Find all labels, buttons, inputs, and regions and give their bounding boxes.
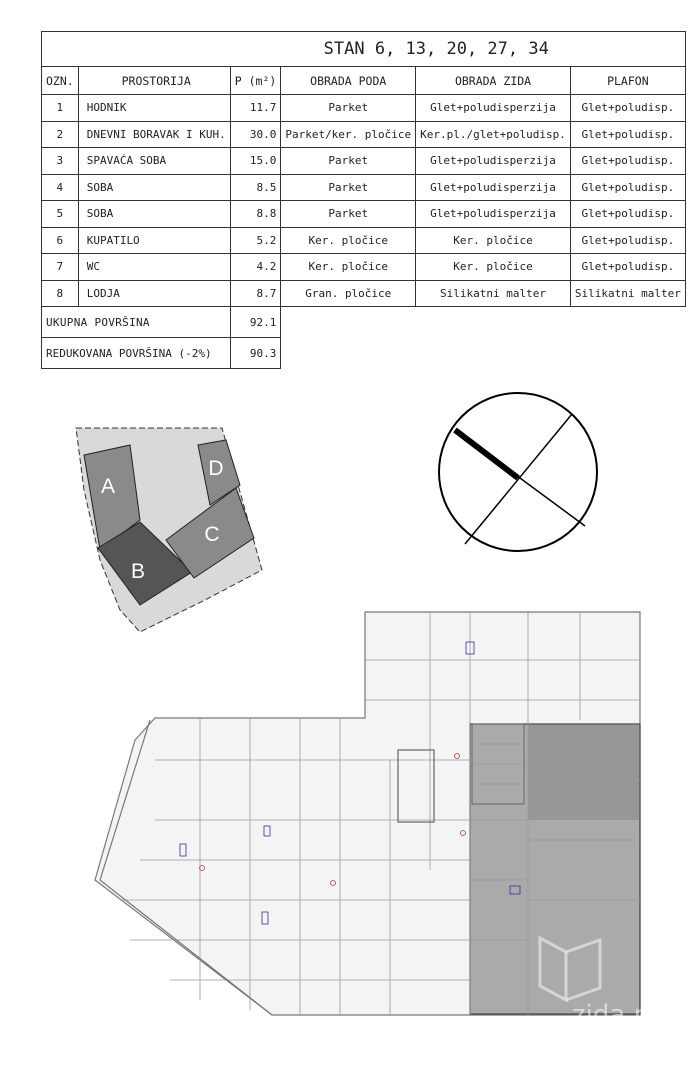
cell-wall: Ker. pločice: [416, 227, 571, 254]
key-label-c: C: [204, 523, 220, 546]
cell-wall: Glet+poludisperzija: [416, 174, 571, 201]
cell-room: SOBA: [78, 174, 230, 201]
floor-plan: [95, 612, 640, 1015]
cell-area: 4.2: [230, 254, 281, 281]
reduced-area-value: 90.3: [230, 338, 281, 369]
north-arrow-icon: [439, 393, 597, 551]
cell-ozn: 4: [42, 174, 79, 201]
cell-ozn: 5: [42, 201, 79, 228]
header-ceiling: PLAFON: [570, 67, 685, 95]
cell-wall: Glet+poludisperzija: [416, 95, 571, 122]
cell-ceiling: Glet+poludisp.: [570, 148, 685, 175]
cell-floor: Parket: [281, 174, 416, 201]
cell-wall: Glet+poludisperzija: [416, 148, 571, 175]
cell-area: 8.7: [230, 280, 281, 307]
cell-wall: Silikatni malter: [416, 280, 571, 307]
cell-floor: Ker. pločice: [281, 227, 416, 254]
cell-ozn: 6: [42, 227, 79, 254]
cell-room: LODJA: [78, 280, 230, 307]
key-label-b: B: [130, 560, 146, 583]
cell-ozn: 3: [42, 148, 79, 175]
key-plan: [76, 428, 262, 632]
cell-area: 8.8: [230, 201, 281, 228]
cell-room: HODNIK: [78, 95, 230, 122]
cell-ceiling: Glet+poludisp.: [570, 174, 685, 201]
cell-ozn: 7: [42, 254, 79, 281]
cell-ceiling: Glet+poludisp.: [570, 95, 685, 122]
total-area-label: UKUPNA POVRŠINA: [42, 307, 231, 338]
apartment-title: STAN 6, 13, 20, 27, 34: [42, 32, 686, 67]
cell-ceiling: Glet+poludisp.: [570, 121, 685, 148]
cell-ceiling: Glet+poludisp.: [570, 254, 685, 281]
total-area-value: 92.1: [230, 307, 281, 338]
cell-area: 8.5: [230, 174, 281, 201]
cell-ceiling: Glet+poludisp.: [570, 227, 685, 254]
cell-floor: Parket: [281, 95, 416, 122]
header-prostorija: PROSTORIJA: [78, 67, 230, 95]
cell-ozn: 1: [42, 95, 79, 122]
header-ozn: OZN.: [42, 67, 79, 95]
header-floor-finish: OBRADA PODA: [281, 67, 416, 95]
cell-room: SPAVAĆA SOBA: [78, 148, 230, 175]
header-wall-finish: OBRADA ZIDA: [416, 67, 571, 95]
cell-floor: Parket: [281, 201, 416, 228]
cell-ozn: 2: [42, 121, 79, 148]
header-area: P (m²): [230, 67, 281, 95]
cell-room: KUPATILO: [78, 227, 230, 254]
cell-ceiling: Glet+poludisp.: [570, 201, 685, 228]
cell-wall: Ker.pl./glet+poludisp.: [416, 121, 571, 148]
cell-room: DNEVNI BORAVAK I KUH.: [78, 121, 230, 148]
key-label-d: D: [208, 457, 224, 480]
cell-wall: Ker. pločice: [416, 254, 571, 281]
cell-floor: Ker. pločice: [281, 254, 416, 281]
cell-room: SOBA: [78, 201, 230, 228]
cell-area: 11.7: [230, 95, 281, 122]
cell-ozn: 8: [42, 280, 79, 307]
cell-floor: Parket: [281, 148, 416, 175]
cell-ceiling: Silikatni malter: [570, 280, 685, 307]
cell-floor: Gran. pločice: [281, 280, 416, 307]
cell-floor: Parket/ker. pločice: [281, 121, 416, 148]
cell-area: 30.0: [230, 121, 281, 148]
reduced-area-label: REDUKOVANA POVRŠINA (-2%): [42, 338, 231, 369]
cell-room: WC: [78, 254, 230, 281]
cell-area: 5.2: [230, 227, 281, 254]
watermark-text: zida.rs: [572, 1000, 658, 1030]
cell-wall: Glet+poludisperzija: [416, 201, 571, 228]
cell-area: 15.0: [230, 148, 281, 175]
key-label-a: A: [100, 475, 116, 498]
